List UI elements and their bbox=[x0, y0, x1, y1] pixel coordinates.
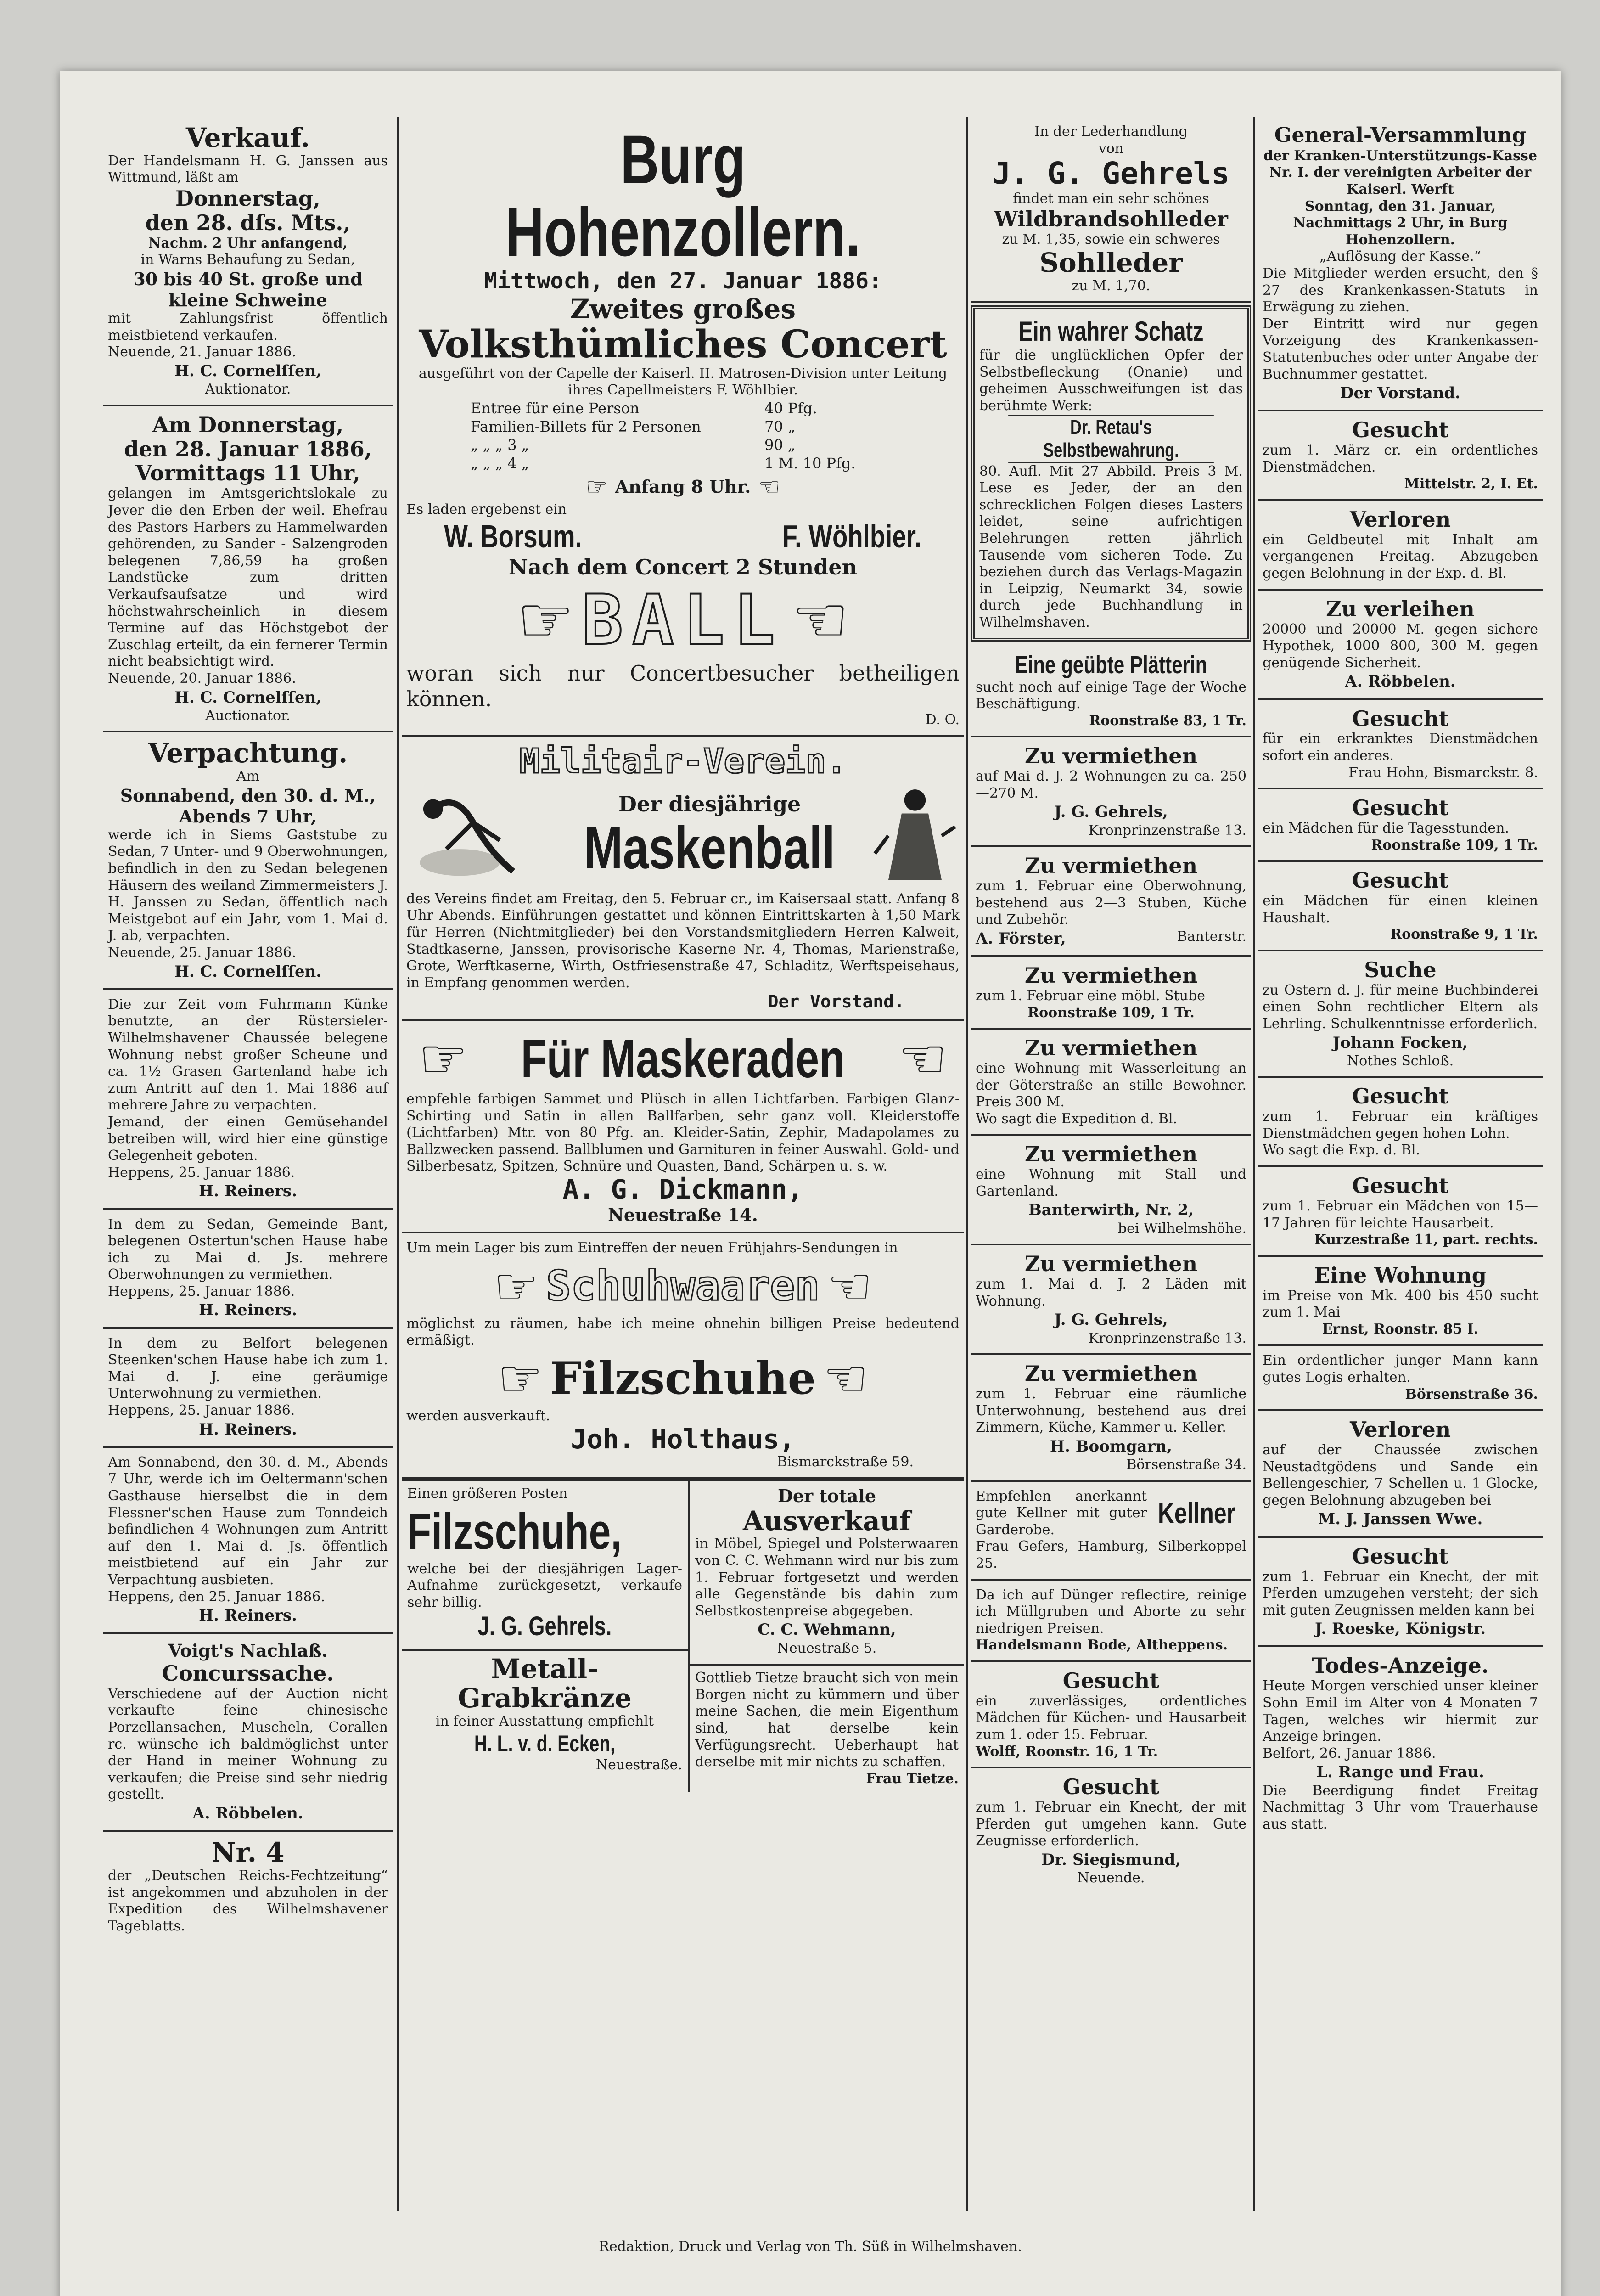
ad-title: Gesucht bbox=[1352, 706, 1449, 731]
ad-nr4 bbox=[103, 1832, 393, 1941]
ad-text: In dem zu Belfort belegenen Steenken'schen Hause habe ich zum 1. Mai d. J. eine geräumige Unterwohnung zu vermiethen. bbox=[108, 1335, 388, 1402]
ad-militair-verein bbox=[402, 737, 964, 1021]
ad-big-title: Wildbrandsohlleder bbox=[994, 207, 1228, 232]
ad-signature: H. C. Cornelſſen, bbox=[174, 688, 322, 707]
ad-address: Roonstraße 109, 1 Tr. bbox=[1371, 837, 1538, 853]
ad-text: ein Mädchen für die Tagesstunden. bbox=[1263, 820, 1509, 837]
ad-text: Da ich auf Dünger reflectire, reinige ich Müllgruben und Aborte zu sehr niedrigen Preisen. bbox=[976, 1587, 1246, 1637]
signature-row bbox=[406, 518, 960, 555]
ad-text: von bbox=[1098, 140, 1124, 157]
ad-text: 20000 und 20000 M. gegen sichere Hypothek, 1000 800, 300 M. gegen genügende Sicherheit. bbox=[1263, 621, 1538, 671]
ad-role: Auktionator. bbox=[205, 381, 291, 398]
ad-voigt-nachlass bbox=[103, 1634, 393, 1832]
ad-fuer-maskeraden bbox=[402, 1021, 964, 1233]
ad-title: Concurssache. bbox=[162, 1660, 334, 1686]
ad-big-title: Ausverkauf bbox=[743, 1505, 911, 1536]
ad-big-title: Grabkränze bbox=[458, 1683, 632, 1714]
ad-address: Börsenstraße 36. bbox=[1405, 1386, 1538, 1402]
ad-place: Heppens, 25. Januar 1886. bbox=[108, 1164, 295, 1181]
ad-signature: L. Range und Frau. bbox=[1316, 1763, 1484, 1782]
ad-gesucht-3 bbox=[1258, 789, 1543, 862]
ad-text: 80. Aufl. Mit 27 Abbild. Preis 3 M. Lese es Jeder, der an den schrecklichen Folgen dieses Lasters leidet, seine aufrichtigen Belehrungen retten jährlich Tausende vom sicheren Tode. Zu beziehen durch das Verlags-Magazin in Leipzig, Neumarkt 34, sowie durch jede Buchhandlung in Wilhelmshaven. bbox=[979, 463, 1243, 630]
ad-verloren-1 bbox=[1258, 501, 1543, 591]
pointing-hand-right-icon: ☞ bbox=[585, 472, 608, 501]
column-2 bbox=[402, 117, 964, 2211]
ad-signature: H. C. Cornelſſen, bbox=[174, 361, 322, 380]
ad-text: in Möbel, Spiegel und Polsterwaaren von C. C. Wehmann wird nur bis zum 1. Februar fortgesetzt und werden alle Gegenstände bis dahin zum Selbstkostenpreise abgegeben. bbox=[695, 1536, 959, 1619]
pointing-hand-left-icon: ☜ bbox=[792, 583, 849, 658]
ad-gesucht-7 bbox=[1258, 1538, 1543, 1648]
ad-text: Heute Morgen verschied unser kleiner Sohn Emil im Alter von 4 Monaten 7 Tagen, welches wir hiermit zur Anzeige bringen. bbox=[1263, 1678, 1538, 1745]
ad-signature: Johann Focken, bbox=[1332, 1033, 1468, 1052]
ad-title: Ein wahrer Schatz bbox=[1018, 316, 1204, 347]
ad-date: Mittwoch, den 27. Januar 1886: bbox=[484, 268, 882, 294]
ad-text: woran sich nur Concertbesucher betheiligen können. bbox=[406, 660, 960, 711]
ad-muellgruben bbox=[971, 1581, 1251, 1662]
ad-general-versammlung bbox=[1258, 117, 1543, 411]
ad-text: „Auflösung der Kasse.“ bbox=[1319, 248, 1481, 265]
ad-text: welche bei der diesjährigen Lager-Aufnahme zurückgesetzt, verkaufe sehr billig. bbox=[407, 1560, 682, 1610]
ad-text: Der Handelsmann H. G. Janssen aus Wittmund, läßt am bbox=[108, 152, 388, 186]
ad-title: Gesucht bbox=[1062, 1774, 1160, 1800]
column-4 bbox=[1258, 117, 1543, 2211]
ad-eine-wohnung bbox=[1258, 1257, 1543, 1346]
ad-text: Der Eintritt wird nur gegen Vorzeigung des Krankenkassen-Statutenbuches oder unter Angabe der Buchnummer gestattet. bbox=[1263, 315, 1538, 383]
ad-date: den 28. Januar 1886, bbox=[124, 436, 372, 461]
ad-text: zu M. 1,35, sowie ein schweres bbox=[1002, 231, 1220, 248]
column-rule bbox=[966, 117, 968, 2211]
column-rule bbox=[1253, 117, 1255, 2211]
ad-text: ausgeführt von der Capelle der Kaiserl. II. Matrosen-Division unter Leitung ihres Capellmeisters F. Wöhlbier. bbox=[418, 365, 948, 399]
ad-gesucht-6 bbox=[1258, 1167, 1543, 1257]
newspaper-page bbox=[60, 71, 1561, 2296]
pointing-hand-right-icon: ☞ bbox=[516, 583, 574, 658]
ad-address: Neuestraße. bbox=[595, 1756, 682, 1773]
ad-zu-vermiethen-6 bbox=[971, 1245, 1251, 1355]
ad-big-title: Sohlleder bbox=[1039, 247, 1183, 278]
ad-text: Wo sagt die Exp. d. Bl. bbox=[1263, 1142, 1420, 1159]
ad-title: Eine geübte Plätterin bbox=[1015, 651, 1207, 679]
ad-text: empfehle farbigen Sammet und Plüsch in allen Lichtfarben. Farbigen Glanz-Schirting und Satin in allen Ballfarben, sehr ganz voll. Kleiderstoffe (Lichtfarben) Mtr. von 80 Pfg. an. Kleider-Satin, Zephir, Madapolames zu Ballzwecken passend. Ballblumen und Garnituren in feiner Auswahl. Gold- und Silberbesatz, Spitzen, Schnüre und Quasten, Band, Schärpen u. s. w. bbox=[406, 1091, 960, 1175]
ad-signature: M. J. Janssen Wwe. bbox=[1318, 1510, 1483, 1529]
ad-ostertun bbox=[103, 1210, 393, 1329]
column-3 bbox=[971, 117, 1251, 2211]
ball-title: BALL bbox=[581, 580, 785, 660]
ad-signature: Banterwirth, Nr. 2, bbox=[1028, 1201, 1194, 1220]
ad-address: Roonstraße 9, 1 Tr. bbox=[1390, 926, 1538, 943]
ad-time: Abends 7 Uhr, bbox=[179, 806, 317, 827]
column-rule bbox=[397, 117, 399, 2211]
ad-gesucht-maedchen bbox=[971, 1662, 1251, 1768]
ad-address: Kurzestraße 11, part. rechts. bbox=[1314, 1232, 1538, 1248]
ad-signature: Frau Tietze. bbox=[866, 1770, 959, 1787]
ad-gesucht-knecht bbox=[971, 1768, 1251, 1893]
ad-text: eine Wohnung mit Stall und Gartenland. bbox=[976, 1166, 1246, 1199]
ad-signature: Dr. Siegismund, bbox=[1041, 1850, 1181, 1869]
ad-text: In der Lederhandlung bbox=[1034, 124, 1188, 140]
ad-time: Vormittags 11 Uhr, bbox=[135, 461, 360, 486]
ad-place: Heppens, 25. Januar 1886. bbox=[108, 1283, 295, 1300]
ad-signature: D. O. bbox=[925, 711, 960, 728]
ad-schuhwaaren bbox=[402, 1233, 964, 1479]
ad-place: Neuende, 20. Januar 1886. bbox=[108, 670, 296, 687]
ad-place: Heppens, den 25. Januar 1886. bbox=[108, 1588, 326, 1605]
ad-title: Am Donnerstag, bbox=[152, 412, 344, 437]
ad-text: In dem zu Sedan, Gemeinde Bant, belegenen Ostertun'schen Hause habe ich zu Mai d. Js. mehrere Oberwohnungen zu vermiethen. bbox=[108, 1216, 388, 1283]
ad-todes-anzeige bbox=[1258, 1647, 1543, 1839]
ad-big-title: Schuhwaaren bbox=[546, 1262, 820, 1311]
ad-title: Todes-Anzeige. bbox=[1312, 1653, 1489, 1678]
ad-price: zu M. 1,70. bbox=[1072, 277, 1151, 294]
ad-gesucht-4 bbox=[1258, 862, 1543, 951]
ad-gesucht-5 bbox=[1258, 1078, 1543, 1167]
ad-subtitle: Der diesjährige bbox=[618, 792, 801, 817]
ad-title: Für Maskeraden bbox=[521, 1029, 845, 1090]
ad-zu-vermiethen-2 bbox=[971, 847, 1251, 957]
ad-time: Anfang 8 Uhr. bbox=[615, 476, 751, 497]
ad-text: Es laden ergebenst ein bbox=[406, 501, 567, 518]
ad-address: Frau Gefers, Hamburg, Silberkoppel 25. bbox=[976, 1538, 1246, 1571]
ad-title: Nr. 4 bbox=[211, 1837, 285, 1868]
ad-signature: H. Reiners. bbox=[199, 1301, 297, 1320]
price-row: Entree für eine Person 40 Pfg. bbox=[471, 399, 817, 417]
ad-signature: A. Förster, bbox=[976, 929, 1066, 948]
ad-big-title: Filzschuhe, bbox=[407, 1503, 622, 1560]
ad-address: Frau Hohn, Bismarckstr. 8. bbox=[1348, 764, 1538, 781]
ad-text: findet man ein sehr schönes bbox=[1013, 190, 1209, 207]
pointing-hand-left-icon: ☜ bbox=[898, 1027, 948, 1091]
ad-text: Ein ordentlicher junger Mann kann gutes Logis erhalten. bbox=[1263, 1352, 1538, 1385]
ad-signature: A. Röbbelen. bbox=[1345, 672, 1456, 691]
price-row: „ „ „ 4 „ 1 M. 10 Pfg. bbox=[471, 454, 856, 472]
ad-title: Gesucht bbox=[1062, 1668, 1160, 1693]
pointing-hand-right-icon: ☞ bbox=[493, 1256, 539, 1316]
ad-text: Gottlieb Tietze braucht sich von mein Borgen nicht zu kümmern und über meine Sachen, die mein Eigenthum sind, hat derselbe kein Verfügungsrecht. Ueberhaupt hat derselbe mit mir nichts zu schaffen. bbox=[695, 1670, 959, 1770]
ad-text: werden ausverkauft. bbox=[406, 1408, 550, 1424]
ad-address: Wolff, Roonstr. 16, 1 Tr. bbox=[976, 1743, 1158, 1760]
ad-text: eine Wohnung mit Wasserleitung an der Göterstraße an stille Bewohner. Preis 300 M. bbox=[976, 1060, 1246, 1110]
price-row: „ „ „ 3 „ 90 „ bbox=[471, 436, 796, 454]
ad-logis bbox=[1258, 1346, 1543, 1411]
ad-title: Zu vermiethen bbox=[1024, 743, 1198, 769]
ad-address: Kronprinzenstraße 13. bbox=[1088, 1330, 1246, 1346]
column-1 bbox=[103, 117, 393, 2211]
ad-text: auf der Chaussée zwischen Neustadtgödens und Sande ein Bellengeschier, 7 Schellen u. 1 Glocke, gegen Belohnung abzugeben bei bbox=[1263, 1442, 1538, 1508]
ad-title: Verloren bbox=[1349, 506, 1451, 532]
ad-title: J. G. Gehrels bbox=[992, 156, 1230, 191]
ad-date: Sonnabend, den 30. d. M., bbox=[120, 785, 376, 806]
ad-title: Zu vermiethen bbox=[1024, 1361, 1198, 1386]
ad-text: mit Zahlungsfrist öffentlich meistbietend verkaufen. bbox=[108, 310, 388, 343]
ad-text: in Warns Behaufung zu Sedan, bbox=[140, 252, 355, 268]
ad-time: Nachm. 2 Uhr anfangend, bbox=[148, 235, 348, 251]
ad-address: Neuestraße 5. bbox=[777, 1640, 877, 1656]
ad-text: zum 1. Februar eine möbl. Stube bbox=[976, 987, 1206, 1004]
ad-text: Einen größeren Posten bbox=[407, 1486, 568, 1502]
pointing-hand-left-icon: ☜ bbox=[823, 1349, 869, 1408]
ad-text: Jemand, der einen Gemüsehandel betreiben will, wird hier eine günstige Gelegenheit geboten. bbox=[108, 1114, 388, 1164]
ad-text: zum 1. Februar eine räumliche Unterwohnung, bestehend aus drei Zimmern, Küche, Kammer u. Keller. bbox=[976, 1386, 1246, 1436]
ad-text: zum 1. Februar eine Oberwohnung, bestehend aus 2—3 Stuben, Küche und Zubehör. bbox=[976, 878, 1246, 928]
ad-title: Gesucht bbox=[1352, 795, 1449, 821]
ad-title: Verkauf. bbox=[185, 122, 310, 153]
ad-address: Kronprinzenstraße 13. bbox=[1088, 822, 1246, 838]
ad-signature: Der Vorstand. bbox=[1340, 384, 1460, 403]
ad-signature: J. Roeske, Königstr. bbox=[1314, 1620, 1486, 1638]
ad-wahrer-schatz bbox=[971, 305, 1251, 641]
ad-zu-vermiethen-1 bbox=[971, 737, 1251, 847]
pointing-hand-left-icon: ☜ bbox=[827, 1256, 873, 1316]
ad-signature: J. G. Gehrels. bbox=[477, 1611, 612, 1642]
ad-title: Gesucht bbox=[1352, 417, 1449, 443]
ad-title: General-Versammlung bbox=[1274, 124, 1527, 147]
ad-zu-vermiethen-5 bbox=[971, 1136, 1251, 1245]
ad-place: Heppens, 25. Januar 1886. bbox=[108, 1402, 295, 1419]
pointing-hand-left-icon: ☜ bbox=[758, 472, 780, 501]
ad-signature: H. C. Cornelſſen. bbox=[174, 962, 322, 981]
ad-text: Die Beerdigung findet Freitag Nachmittag 3 Uhr vom Trauerhause aus statt. bbox=[1263, 1782, 1538, 1832]
ad-text: Nach dem Concert 2 Stunden bbox=[508, 555, 858, 580]
ad-verkauf bbox=[103, 117, 393, 406]
ad-role: Auctionator. bbox=[205, 707, 291, 724]
ad-signature: F. Wöhlbier. bbox=[782, 518, 922, 555]
ad-zu-vermiethen-3 bbox=[971, 957, 1251, 1030]
ad-header-row bbox=[406, 781, 960, 891]
page-footer: Redaktion, Druck und Verlag von Th. Süß in Wilhelmshaven. bbox=[599, 2239, 1022, 2255]
ad-title: Verpachtung. bbox=[148, 737, 348, 769]
ad-text: zum 1. Februar ein Knecht, der mit Pferden gut umgehen kann. Gute Zeugnisse erforderlich. bbox=[976, 1799, 1246, 1849]
title-row bbox=[406, 1349, 960, 1408]
ad-text: für ein erkranktes Dienstmädchen sofort ein anderes. bbox=[1263, 731, 1538, 764]
ad-signature: J. G. Gehrels, bbox=[1054, 1311, 1168, 1329]
ad-plaetterin bbox=[971, 644, 1251, 738]
ad-text: zum 1. Mai d. J. 2 Läden mit Wohnung. bbox=[976, 1276, 1246, 1309]
ad-date: Sonntag, den 31. Januar, Nachmittags 2 Uhr, in Burg Hohenzollern. bbox=[1293, 198, 1508, 248]
ad-text: der „Deutschen Reichs-Fechtzeitung“ ist angekommen und abzuholen in der Expedition des Wilhelmshavener Tageblatts. bbox=[108, 1867, 388, 1934]
ad-zu-vermiethen-4 bbox=[971, 1030, 1251, 1136]
ad-signature: H. Reiners. bbox=[199, 1606, 297, 1625]
ad-signature: J. G. Gehrels, bbox=[1054, 803, 1168, 822]
ad-text: Am bbox=[236, 768, 260, 785]
acrobat-illustration-icon bbox=[406, 781, 549, 891]
ad-text: Empfehlen anerkannt gute Kellner mit guter Garderobe. bbox=[976, 1488, 1147, 1538]
ad-text: sucht noch auf einige Tage der Woche Beschäftigung. bbox=[976, 679, 1246, 712]
ad-date: Donnerstag, bbox=[175, 186, 321, 211]
ad-text: ein Mädchen für einen kleinen Haushalt. bbox=[1263, 893, 1538, 926]
start-row bbox=[406, 473, 960, 501]
ad-title: Verloren bbox=[1349, 1417, 1451, 1442]
ball-row bbox=[406, 580, 960, 660]
ad-signature: H. L. v. d. Ecken, bbox=[474, 1730, 616, 1756]
ad-signature: H. Boomgarn, bbox=[1050, 1437, 1173, 1456]
ad-grid-right bbox=[690, 1481, 964, 1792]
ad-address: Ernst, Roonstr. 85 I. bbox=[1322, 1321, 1479, 1337]
ad-signature: Der Vorstand. bbox=[768, 991, 904, 1012]
ad-date: den 28. dſs. Mts., bbox=[145, 210, 351, 235]
ad-text: möglichst zu räumen, habe ich meine ohnehin billigen Preise bedeutend ermäßigt. bbox=[406, 1315, 960, 1349]
ad-title: Zu vermiethen bbox=[1024, 853, 1198, 878]
ad-address: Roonstraße 83, 1 Tr. bbox=[1089, 712, 1246, 729]
ad-signature: H. Reiners. bbox=[199, 1182, 297, 1201]
ad-signature: A. Röbbelen. bbox=[192, 1804, 303, 1823]
ad-text: werde ich in Siems Gaststube zu Sedan, 7 Unter- und 9 Oberwohnungen, befindlich in den zu Sedan belegenen Häusern des weiland Zimmermeisters J. H. Janssen zu Sedan, öffentlich nach Meistgebot auf ein Jahr, vom 1. Mai d. J. ab, verpachten. bbox=[108, 827, 388, 944]
price-row: Familien-Billets für 2 Personen 70 „ bbox=[471, 417, 796, 435]
ad-text: zum 1. Februar ein Knecht, der mit Pferden umzugehen versteht; der sich mit guten Zeugnissen melden kann bei bbox=[1263, 1568, 1538, 1618]
ad-address: Mittelstr. 2, I. Et. bbox=[1404, 476, 1538, 492]
ad-title: Suche bbox=[1364, 957, 1437, 982]
ad-big-title: Kellner bbox=[1157, 1497, 1236, 1530]
ad-text: Am Sonnabend, den 30. d. M., Abends 7 Uhr, werde ich im Oeltermann'schen Gasthause hierselbst die in dem Flessner'schen Hause zum Tonndeich befindlichen 4 Wohnungen zum Antritt auf den 1. Mai d. Js. öffentlich meistbietend auf ein Jahr zur Verpachtung ausbieten. bbox=[108, 1454, 388, 1588]
ad-title: Gesucht bbox=[1352, 1543, 1449, 1569]
ad-address: Roonstraße 109, 1 Tr. bbox=[1027, 1004, 1195, 1021]
ad-verpachtung bbox=[103, 732, 393, 990]
ad-lederhandlung bbox=[971, 117, 1251, 303]
ad-title: Metall- bbox=[491, 1653, 599, 1685]
pointing-hand-right-icon: ☞ bbox=[497, 1349, 543, 1408]
ad-text: ein Geldbeutel mit Inhalt am vergangenen Freitag. Abzugeben gegen Belohnung in der Exp. d. Bl. bbox=[1263, 531, 1538, 582]
ad-subtitle: Volksthümliches Concert bbox=[419, 322, 947, 367]
ad-text: zum 1. Februar ein kräftiges Dienstmädchen gegen hohen Lohn. bbox=[1263, 1109, 1538, 1142]
ad-title: Militair-Verein. bbox=[519, 742, 847, 782]
ad-address: bei Wilhelmshöhe. bbox=[1117, 1220, 1246, 1237]
pointing-hand-right-icon: ☞ bbox=[418, 1027, 468, 1091]
ad-address: Nothes Schloß. bbox=[1347, 1052, 1454, 1069]
ad-address: Banterstr. bbox=[1177, 928, 1246, 945]
ad-text: Die zur Zeit vom Fuhrmann Künke benutzte, an der Rüstersieler-Wilhelmshavener Chaussée belegene Wohnung nebst großer Scheune und ca. 1½ Grasen Gartenland habe ich zum Antritt auf den 1. Mai 1886 auf mehrere Jahre zu verpachten. bbox=[108, 996, 388, 1114]
ad-subtitle: Zweites großes bbox=[570, 293, 796, 325]
ad-text: zum 1. März cr. ein ordentliches Dienstmädchen. bbox=[1263, 442, 1538, 475]
ad-signature: A. G. Dickmann, bbox=[562, 1173, 803, 1205]
ad-text: Verschiedene auf der Auction nicht verkaufte feine chinesische Porzellansachen, Muscheln, Corallen rc. wünsche ich baldmöglichst unter der Hand in meiner Wohnung zu verkaufen; die Preise sind sehr niedrig gestellt. bbox=[108, 1685, 388, 1803]
ad-title: Gesucht bbox=[1352, 868, 1449, 893]
ad-text: für die unglücklichen Opfer der Selbstbefleckung (Onanie) und geheimen Ausschweifungen ist das berühmte Werk: bbox=[979, 347, 1243, 414]
ad-signature: C. C. Wehmann, bbox=[758, 1621, 896, 1639]
ad-zu-verleihen bbox=[1258, 591, 1543, 700]
ad-text: ein zuverlässiges, ordentliches Mädchen für Küchen- und Hausarbeit zum 1. oder 15. Februar. bbox=[976, 1693, 1246, 1743]
ad-title: Der totale bbox=[777, 1486, 876, 1507]
ad-address: Börsenstraße 34. bbox=[1126, 1456, 1246, 1473]
ad-address: Neuende. bbox=[1077, 1870, 1145, 1886]
title-row bbox=[406, 1027, 960, 1091]
ad-address: Neuestraße 14. bbox=[608, 1204, 758, 1225]
ad-text: im Preise von Mk. 400 bis 450 sucht zum 1. Mai bbox=[1263, 1287, 1538, 1321]
masked-figure-illustration-icon bbox=[870, 781, 960, 891]
ad-text: zum 1. Februar ein Mädchen von 15—17 Jahren für leichte Hausarbeit. bbox=[1263, 1198, 1538, 1231]
ad-place: Neuende, 21. Januar 1886. bbox=[108, 344, 296, 360]
ad-title: Burg Hohenzollern. bbox=[505, 121, 861, 270]
ad-title: Zu vermiethen bbox=[1024, 1035, 1198, 1061]
ad-title: Gesucht bbox=[1352, 1173, 1449, 1199]
ad-title: Gesucht bbox=[1352, 1084, 1449, 1109]
ad-signature: H. Reiners. bbox=[199, 1420, 297, 1439]
ad-flessner bbox=[103, 1448, 393, 1634]
ad-wohnung-kuenke bbox=[103, 990, 393, 1210]
ad-title: Zu vermiethen bbox=[1024, 1142, 1198, 1167]
ad-items: 30 bis 40 St. große und kleine Schweine bbox=[133, 268, 363, 310]
ad-address: Bismarckstraße 59. bbox=[777, 1454, 914, 1470]
ad-title: Eine Wohnung bbox=[1314, 1262, 1487, 1288]
ad-text: Wo sagt die Expedition d. Bl. bbox=[976, 1110, 1178, 1127]
ad-title: Voigt's Nachlaß. bbox=[168, 1640, 328, 1661]
ad-grid-left bbox=[402, 1481, 690, 1792]
ad-grid bbox=[402, 1479, 964, 1792]
ad-text: Die Mitglieder werden ersucht, den § 27 des Krankenkassen-Statuts in Erwägung zu ziehen. bbox=[1263, 265, 1538, 315]
ad-text: der Kranken-Unterstützungs-Kasse Nr. I. der vereinigten Arbeiter der Kaiserl. Werft bbox=[1263, 147, 1538, 197]
ad-big-title: Filzschuhe bbox=[550, 1352, 816, 1405]
ad-title: Zu verleihen bbox=[1326, 596, 1475, 621]
ad-text: gelangen im Amtsgerichtslokale zu Jever die den Erben der weil. Ehefrau des Pastors Harbers zu Hammelwarden gehörenden, zu Sander - Salzengroden belegenen 7,86,59 ha großen Landstücke zum dritten Verkaufsaufsatze und wird höchstwahrscheinlich in diesem Termine auf das Höchstgebot der Zuschlag erteilt, da ein fernerer Termin nicht beabsichtigt wird. bbox=[108, 485, 388, 670]
ad-verloren-2 bbox=[1258, 1411, 1543, 1537]
ad-place: Neuende, 25. Januar 1886. bbox=[108, 945, 296, 961]
ad-signature: Handelsmann Bode, Altheppens. bbox=[976, 1637, 1228, 1654]
ad-zu-vermiethen-7 bbox=[971, 1355, 1251, 1481]
ad-place: Belfort, 26. Januar 1886. bbox=[1263, 1745, 1436, 1761]
ad-kellner bbox=[971, 1482, 1251, 1581]
ad-gesucht-2 bbox=[1258, 700, 1543, 790]
ad-signature: W. Borsum. bbox=[444, 518, 582, 555]
ad-text: auf Mai d. J. 2 Wohnungen zu ca. 250—270 M. bbox=[976, 768, 1246, 801]
title-row bbox=[406, 1257, 960, 1316]
ad-burg-hohenzollern bbox=[402, 117, 964, 737]
ad-suche bbox=[1258, 951, 1543, 1078]
ad-text: Um mein Lager bis zum Eintreffen der neuen Frühjahrs-Sendungen in bbox=[406, 1240, 898, 1256]
ad-text: in feiner Ausstattung empfiehlt bbox=[435, 1713, 654, 1729]
ad-big-title: Maskenball bbox=[584, 814, 835, 881]
ad-text: des Vereins findet am Freitag, den 5. Februar cr., im Kaisersaal statt. Anfang 8 Uhr Abends. Einführungen gestattet und können Eintrittskarten à 1,50 Mark für Herren (Nichtmitglieder) bei den Vorstandsmitgliedern Herren Kalweit, Stadtkaserne, Janssen, provisorische Kaserne Nr. 4, Thomas, Marienstraße, Grote, Werftkaserne, Wirth, Ostfriesenstraße 47, Schladitz, Werftspeisehaus, in Empfang genommen werden. bbox=[406, 890, 960, 991]
ad-gesucht-1 bbox=[1258, 411, 1543, 501]
ad-steenken bbox=[103, 1329, 393, 1448]
ad-book-title: Dr. Retau's Selbstbewahrung. bbox=[1008, 415, 1214, 463]
ad-text: zu Ostern d. J. für meine Buchbinderei einen Sohn rechtlicher Eltern als Lehrling. Schulkenntnisse erforderlich. bbox=[1263, 982, 1538, 1032]
ad-signature: Joh. Holthaus, bbox=[571, 1423, 795, 1455]
ad-title: Zu vermiethen bbox=[1024, 963, 1198, 988]
ad-donnerstag bbox=[103, 406, 393, 733]
ad-title: Zu vermiethen bbox=[1024, 1251, 1198, 1277]
